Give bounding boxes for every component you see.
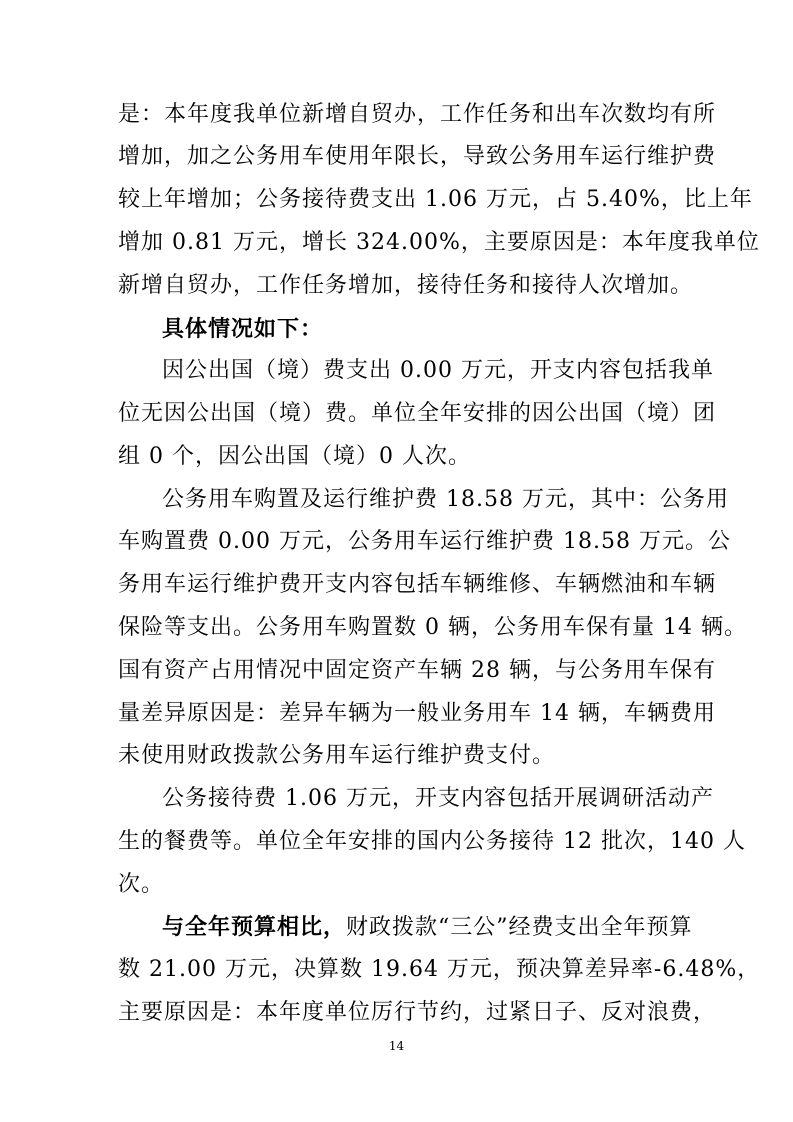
text-line: 务用车运行维护费开支内容包括车辆维修、车辆燃油和车辆	[118, 572, 717, 597]
page-number: 14	[388, 1039, 405, 1053]
text-line: 生的餐费等。单位全年安排的国内公务接待 12 批次，140 人	[118, 829, 746, 854]
text-span: 财政拨款“三公”经费支出全年预算	[346, 915, 693, 940]
text-line: 主要原因是：本年度单位厉行节约，过紧日子、反对浪费，	[118, 1000, 717, 1025]
text-line: 因公出国（境）费支出 0.00 万元，开支内容包括我单	[162, 358, 714, 383]
text-line: 增加 0.81 万元，增长 324.00%，主要原因是：本年度我单位	[118, 230, 760, 255]
text-line: 未使用财政拨款公务用车运行维护费支付。	[118, 743, 556, 768]
section-heading: 具体情况如下：	[162, 316, 324, 342]
text-line: 公务用车购置及运行维护费 18.58 万元，其中：公务用	[162, 487, 729, 512]
text-line: 位无因公出国（境）费。单位全年安排的因公出国（境）团	[118, 401, 717, 426]
text-line-mixed	[162, 912, 693, 942]
text-line: 新增自贸办，工作任务增加，接待任务和接待人次增加。	[118, 273, 694, 298]
text-line: 次。	[118, 872, 165, 897]
text-line: 车购置费 0.00 万元，公务用车运行维护费 18.58 万元。公	[118, 529, 731, 554]
text-line: 较上年增加；公务接待费支出 1.06 万元，占 5.40%，比上年	[118, 187, 753, 212]
text-line: 是：本年度我单位新增自贸办，工作任务和出车次数均有所	[118, 102, 717, 127]
text-line: 组 0 个，因公出国（境）0 人次。	[118, 444, 471, 469]
bold-lead-phrase: 与全年预算相比，	[162, 914, 347, 940]
text-line: 增加，加之公务用车使用年限长，导致公务用车运行维护费	[118, 144, 717, 169]
text-line: 量差异原因是：差异车辆为一般业务用车 14 辆，车辆费用	[118, 701, 716, 726]
text-line: 保险等支出。公务用车购置数 0 辆，公务用车保有量 14 辆。	[118, 615, 747, 640]
text-line: 数 21.00 万元，决算数 19.64 万元，预决算差异率-6.48%，	[118, 957, 761, 982]
text-line: 公务接待费 1.06 万元，开支内容包括开展调研活动产	[162, 786, 714, 811]
text-line: 国有资产占用情况中固定资产车辆 28 辆，与公务用车保有	[118, 658, 716, 683]
